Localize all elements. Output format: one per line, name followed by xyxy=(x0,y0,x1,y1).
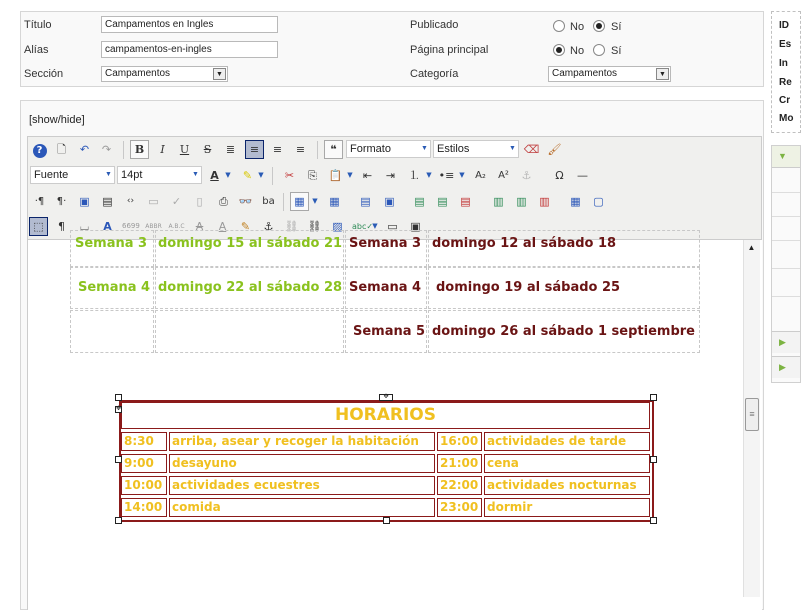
chevron-down-icon[interactable]: ▼ xyxy=(426,171,432,179)
chevron-down-icon: ▼ xyxy=(509,145,516,152)
resize-handle[interactable] xyxy=(115,517,122,524)
delete-row-icon[interactable]: ▤ xyxy=(460,195,471,208)
horario-time: 21:00 xyxy=(437,454,482,473)
side-label-in: In xyxy=(779,58,788,69)
horario-time: 8:30 xyxy=(121,432,167,451)
accordion-header-open[interactable] xyxy=(772,146,800,168)
text-color-icon[interactable]: A xyxy=(210,169,219,182)
pagina-si-radio[interactable] xyxy=(593,44,605,56)
toolbar-separator xyxy=(123,141,124,159)
subscript-icon[interactable]: A₂ xyxy=(475,170,486,181)
accordion-divider xyxy=(772,240,800,241)
highlight-icon[interactable]: ✎ xyxy=(242,169,253,182)
non-breaking-icon[interactable]: ⌴ xyxy=(80,220,89,233)
estilos-dropdown[interactable] xyxy=(433,140,519,158)
chevron-down-icon[interactable]: ▼ xyxy=(225,171,231,179)
calendar-cell: Semana 3 xyxy=(70,230,154,267)
seccion-label: Sección xyxy=(24,68,64,80)
fullscreen-icon[interactable]: ▣ xyxy=(410,220,421,233)
abbr-icon[interactable]: ABBR xyxy=(145,223,162,230)
help-icon[interactable]: ? xyxy=(30,140,49,159)
italic-button[interactable]: I xyxy=(160,143,165,156)
calendar-cell: Semana 3 xyxy=(345,230,427,267)
categoria-label: Categoría xyxy=(410,68,459,80)
spellcheck-icon[interactable]: abc✓ xyxy=(352,222,374,231)
calendar-cell: Semana 5 xyxy=(345,310,427,353)
chevron-down-icon[interactable]: ▼ xyxy=(372,222,378,230)
styles-icon[interactable]: A xyxy=(103,220,112,233)
categoria-value: Campamentos xyxy=(552,68,618,79)
replace-icon[interactable]: ba xyxy=(262,196,275,207)
horizontal-rule-icon[interactable]: — xyxy=(577,169,588,182)
horario-activity: comida xyxy=(169,498,435,517)
scroll-up-arrow-icon[interactable]: ▲ xyxy=(747,243,756,252)
split-cells-icon[interactable]: ▦ xyxy=(570,195,581,208)
chevron-down-icon[interactable]: ▼ xyxy=(312,197,318,205)
indent-icon[interactable]: ⇥ xyxy=(385,169,396,182)
horario-activity: actividades ecuestres xyxy=(169,476,435,495)
rtl-icon[interactable]: ¶· xyxy=(56,196,67,207)
calendar-cell: Semana 4 xyxy=(70,267,154,309)
special-char-icon[interactable]: Ω xyxy=(555,169,564,182)
bold-button[interactable]: B xyxy=(130,140,149,159)
horario-time: 10:00 xyxy=(121,476,167,495)
cleanup-brush-icon[interactable]: 🖌 xyxy=(547,143,562,156)
accordion-divider xyxy=(772,216,800,217)
acronym-icon[interactable]: A.B.C xyxy=(168,223,185,230)
horario-activity: desayuno xyxy=(169,454,435,473)
formato-label: Formato xyxy=(350,143,391,155)
side-label-es: Es xyxy=(779,39,792,50)
insert-col-before-icon[interactable]: ▥ xyxy=(493,195,504,208)
paste-icon[interactable]: 📋 xyxy=(328,169,343,182)
new-document-icon[interactable]: 🗋 xyxy=(57,143,66,156)
horario-activity: actividades nocturnas xyxy=(484,476,650,495)
horario-time: 14:00 xyxy=(121,498,167,517)
move-handle-icon[interactable]: ✥ xyxy=(379,394,393,401)
horario-time: 22:00 xyxy=(437,476,482,495)
seccion-value: Campamentos xyxy=(105,68,171,79)
calendar-cell xyxy=(70,310,154,353)
calendar-cell: Semana 4 xyxy=(345,267,427,309)
collapsed-arrow-icon: ▶ xyxy=(779,337,786,347)
attributes-icon[interactable]: ✎ xyxy=(240,220,251,233)
calendar-cell: domingo 26 al sábado 1 septiembre xyxy=(428,310,700,353)
formato-dropdown[interactable] xyxy=(346,140,431,158)
side-label-re: Re xyxy=(779,77,792,88)
justify-full-icon[interactable]: ≣ xyxy=(225,143,236,156)
insert-col-after-icon[interactable]: ▥ xyxy=(516,195,527,208)
show-blocks-icon[interactable]: ¶ xyxy=(58,220,65,233)
calendar-cell: domingo 15 al sábado 21 xyxy=(155,230,344,267)
align-left-icon[interactable]: ≡ xyxy=(272,143,283,156)
copy-icon[interactable]: ⎘ xyxy=(308,169,317,182)
page-icon[interactable]: ▭ xyxy=(148,195,159,208)
scroll-thumb[interactable]: ≡ xyxy=(745,398,759,431)
page-break-icon[interactable]: ▭ xyxy=(387,220,398,233)
align-right-icon[interactable]: ≡ xyxy=(295,143,306,156)
publicado-si-radio[interactable] xyxy=(593,20,605,32)
image-icon[interactable]: ▨ xyxy=(332,220,343,233)
delete-table-icon[interactable]: ▦ xyxy=(329,195,340,208)
horario-time: 23:00 xyxy=(437,498,482,517)
expanded-arrow-icon: ▼ xyxy=(778,151,787,161)
strikethrough-button[interactable]: S xyxy=(203,143,212,156)
titulo-input[interactable] xyxy=(101,16,278,33)
horario-time: 16:00 xyxy=(437,432,482,451)
side-label-cr: Cr xyxy=(779,95,791,106)
pagina-no-label: No xyxy=(570,45,585,57)
titulo-label: Título xyxy=(24,19,52,31)
calendar-cell: domingo 19 al sábado 25 xyxy=(428,267,700,309)
chevron-down-icon: ▼ xyxy=(656,68,669,80)
check-page-icon[interactable]: ✓ xyxy=(171,195,182,208)
underline-button[interactable]: U xyxy=(179,143,190,156)
resize-handle[interactable] xyxy=(650,456,657,463)
chevron-down-icon: ▼ xyxy=(105,171,112,178)
side-label-id: ID xyxy=(779,20,789,31)
outdent-icon[interactable]: ⇤ xyxy=(362,169,373,182)
pagina-principal-label: Página principal xyxy=(410,44,489,56)
merge-cells-icon[interactable]: ▢ xyxy=(593,195,604,208)
calendar-cell: domingo 22 al sábado 28 xyxy=(155,267,344,309)
resize-handle[interactable] xyxy=(650,517,657,524)
chevron-down-icon[interactable]: ▼ xyxy=(347,171,353,179)
cell-props-icon[interactable]: ▣ xyxy=(384,195,395,208)
superscript-icon[interactable]: A² xyxy=(498,170,509,181)
blockquote-icon[interactable]: ❝ xyxy=(324,140,343,159)
chevron-down-icon: ▼ xyxy=(421,145,428,152)
cut-icon[interactable]: ✂ xyxy=(284,169,295,182)
undo-icon[interactable]: ↶ xyxy=(79,143,90,156)
numbered-list-icon[interactable]: ⒈ xyxy=(409,169,420,182)
accordion-header-collapsed[interactable] xyxy=(772,331,800,353)
alias-input[interactable] xyxy=(101,41,278,58)
ltr-icon[interactable]: ·¶ xyxy=(34,196,45,207)
side-label-mo: Mo xyxy=(779,113,794,124)
chevron-down-icon[interactable]: ▼ xyxy=(459,171,465,179)
collapsed-arrow-icon: ▶ xyxy=(779,362,786,372)
accordion-divider xyxy=(772,192,800,193)
delete-text-icon[interactable]: A xyxy=(195,220,204,233)
chevron-down-icon: ▼ xyxy=(213,68,226,80)
accordion-divider xyxy=(772,268,800,269)
resize-handle[interactable] xyxy=(115,456,122,463)
media-icon[interactable]: ▣ xyxy=(79,195,90,208)
horario-activity: actividades de tarde xyxy=(484,432,650,451)
calendar-cell: domingo 12 al sábado 18 xyxy=(428,230,700,267)
table-icon[interactable]: ▦ xyxy=(290,192,309,211)
publicado-si-label: Sí xyxy=(611,21,622,33)
insert-text-icon[interactable]: A xyxy=(218,220,227,233)
bullet-list-icon[interactable]: •≡ xyxy=(438,169,455,182)
chevron-down-icon: ▼ xyxy=(192,171,199,178)
move-handle-icon[interactable]: ✥ xyxy=(116,406,122,412)
align-center-icon[interactable]: ≡ xyxy=(245,140,264,159)
horario-activity: dormir xyxy=(484,498,650,517)
link-icon[interactable]: ⛓ xyxy=(307,220,322,233)
show-hide-link[interactable]: [show/hide] xyxy=(29,114,85,126)
fuente-label: Fuente xyxy=(34,169,69,181)
toolbar-separator xyxy=(317,141,318,159)
publicado-no-label: No xyxy=(570,21,585,33)
row-props-icon[interactable]: ▤ xyxy=(360,195,371,208)
insert-row-after-icon[interactable]: ▤ xyxy=(437,195,448,208)
alias-label: Alías xyxy=(24,44,49,56)
resize-handle[interactable] xyxy=(115,394,122,401)
horario-activity: cena xyxy=(484,454,650,473)
pagina-si-label: Sí xyxy=(611,45,622,57)
publicado-label: Publicado xyxy=(410,19,459,31)
accordion-header-collapsed[interactable] xyxy=(772,356,800,378)
code-icon[interactable]: ‹› xyxy=(126,196,135,206)
document-icon[interactable]: ▯ xyxy=(196,195,203,208)
delete-col-icon[interactable]: ▥ xyxy=(539,195,550,208)
toolbar-separator xyxy=(283,193,284,211)
search-icon[interactable]: 👓 xyxy=(238,195,253,208)
resize-handle[interactable] xyxy=(383,517,390,524)
insert-row-before-icon[interactable]: ▤ xyxy=(414,195,425,208)
cite-icon[interactable]: 6699 xyxy=(122,222,140,230)
redo-icon[interactable]: ↷ xyxy=(101,143,112,156)
print-icon[interactable]: ⎙ xyxy=(219,195,228,208)
anchor-disabled-icon[interactable]: ⚓ xyxy=(521,169,532,182)
pagina-no-radio[interactable] xyxy=(553,44,565,56)
resize-handle[interactable] xyxy=(650,394,657,401)
chevron-down-icon[interactable]: ▼ xyxy=(258,171,264,179)
horarios-title: HORARIOS xyxy=(121,402,650,429)
font-size-label: 14pt xyxy=(121,169,143,181)
unlink-icon[interactable]: ⛓ xyxy=(284,220,299,233)
visual-aid-icon[interactable]: ⬚ xyxy=(29,217,48,236)
toolbar-separator xyxy=(272,167,273,185)
categoria-select[interactable] xyxy=(548,66,671,82)
fuente-dropdown[interactable] xyxy=(30,166,115,184)
estilos-label: Estilos xyxy=(437,143,470,155)
seccion-select[interactable] xyxy=(101,66,228,82)
calendar-cell xyxy=(155,310,344,353)
horario-time: 9:00 xyxy=(121,454,167,473)
template-icon[interactable]: ▤ xyxy=(102,195,113,208)
publicado-no-radio[interactable] xyxy=(553,20,565,32)
font-size-dropdown[interactable] xyxy=(117,166,202,184)
accordion-divider xyxy=(772,296,800,297)
editor-content[interactable] xyxy=(27,236,762,610)
horario-activity: arriba, asear y recoger la habitación xyxy=(169,432,435,451)
anchor-icon[interactable]: ⚓ xyxy=(263,220,274,233)
eraser-icon[interactable]: ⌫ xyxy=(523,143,540,156)
